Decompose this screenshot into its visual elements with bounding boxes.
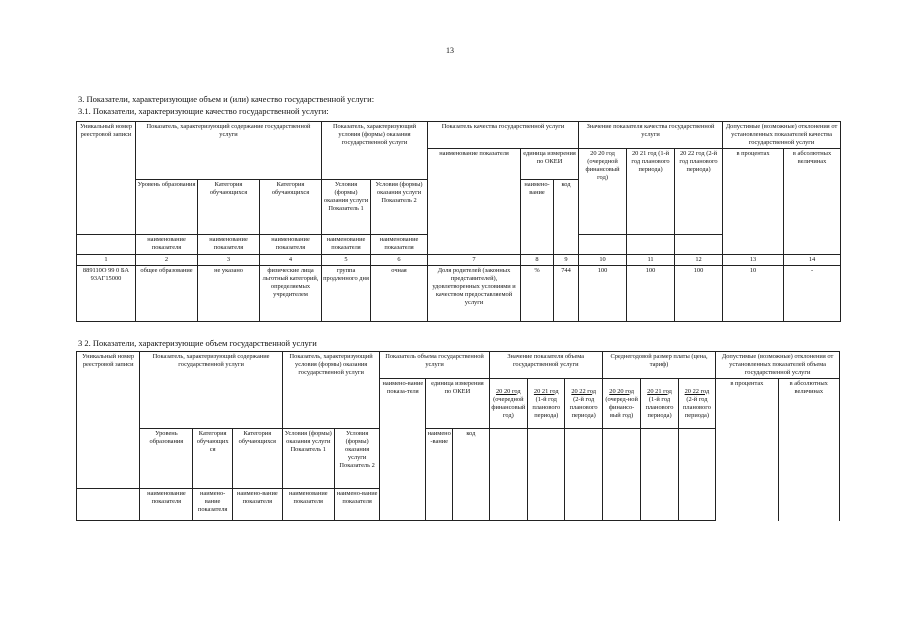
t2-header-condition-1: Условия (формы) оказания услуги Показатель 1 [282,429,334,489]
t1-header-percent: в процентах [723,149,784,255]
t1-indicator-name-5: наименование показателя [371,235,428,255]
page-number: 13 [446,46,454,55]
t2-header-unit: единица измерения по ОКЕИ [426,379,489,429]
t2-header-year-2: 20 21 год (1-й год планового периода) [528,379,565,429]
t1-unit-name: % [521,266,554,322]
t1-col-num: 1 [77,255,136,266]
t1-header-content: Показатель, характеризующий содержание государственной услуги [136,122,322,149]
t1-deviation-absolute: - [784,266,841,322]
t1-indicator-name-1: наименование показателя [136,235,198,255]
t1-header-absolute: в абсолютных величинах [784,149,841,255]
t2-header-price-3: 20 22 год (2-й год планового периода) [678,379,715,429]
volume-indicators-table [76,351,840,521]
t1-col-num: 12 [675,255,723,266]
t2-header-registry: Уникальный номер реестровой записи [77,352,140,489]
t1-header-registry: Уникальный номер реестровой записи [77,122,136,235]
t2-header-volume: Показатель объема государственной услуги [380,352,489,379]
t1-header-year-1: 20 20 год (очередной финансовый год) [579,149,627,235]
t1-category-1: не указано [198,266,260,322]
t1-value-1: 100 [579,266,627,322]
t1-header-year-3: 20 22 год (2-й год планового периода) [675,149,723,235]
t1-value-2: 100 [627,266,675,322]
t1-unit-code: 744 [554,266,579,322]
t1-col-num: 13 [723,255,784,266]
t1-col-num: 4 [260,255,322,266]
t1-col-num: 8 [521,255,554,266]
t1-column-numbers-row [77,255,841,266]
t1-header-deviation: Допустимые (возможные) отклонения от установленных показателей качества государственной услуги [723,122,841,149]
t2-header-unit-name: наимено-вание [426,429,453,521]
t1-col-num: 10 [579,255,627,266]
t2-header-deviation: Допустимые (возможные) отклонения от установленных показателей объема государственной услуги [716,352,840,379]
t1-indicator: Доля родителей (законных представителей), удовлетворенных условиями и качеством предоставляемой услуги [428,266,521,322]
t1-value-3: 100 [675,266,723,322]
t1-header-category-2: Категория обучающихся [260,180,322,235]
t1-category-2: физические лица льготный категорий, определяемых учредителем [260,266,322,322]
t1-indicator-name-4: наименование показателя [322,235,371,255]
quality-indicators-table [76,121,841,322]
t1-header-conditions: Показатель, характеризующий условия (формы) оказания государственной услуги [322,122,428,149]
t1-col-num: 14 [784,255,841,266]
t2-header-indicator-name: наимено-вание показа-теля [380,379,426,521]
t1-header-level: Уровень образования [136,180,198,235]
t1-header-condition-1: Условия (формы) оказания услуги Показатель 1 [322,180,371,235]
t1-condition-2: очная [371,266,428,322]
t1-header-unit-name: наимено-вание [521,180,554,255]
t1-indicator-name-2: наименование показателя [198,235,260,255]
t1-col-num: 11 [627,255,675,266]
t2-header-year-1: 20 20 год (очередной финансовый год) [489,379,527,429]
t1-col-num: 5 [322,255,371,266]
t1-header-unit: единица измерения по ОКЕИ [521,149,579,180]
t1-header-category-1: Категория обучающихся [198,180,260,235]
t1-col-num: 2 [136,255,198,266]
section-3-1-title: 3.1. Показатели, характеризующие качество государственной услуги: [78,106,329,116]
t1-condition-1: группа продленного дня [322,266,371,322]
t1-header-value: Значение показателя качества государственной услуги [579,122,723,149]
t2-header-percent: в процентах [716,379,778,521]
t2-header-category-2: Категория обучающихся [232,429,282,489]
t2-indicator-name-5: наимено-вание показателя [334,489,380,521]
t1-col-num: 9 [554,255,579,266]
t2-header-year-3: 20 22 год (2-й год планового периода) [565,379,602,429]
t2-header-category-1: Категория обучающих ся [193,429,232,489]
t1-header-condition-2: Условия (формы) оказания услуги Показатель 2 [371,180,428,235]
t2-header-absolute: в абсолютных величинах [778,379,839,521]
t1-col-num: 3 [198,255,260,266]
t1-registry-number: 889110О 99 0 БА 93АГ15000 [77,266,136,322]
t2-header-content: Показатель, характеризующий содержание государственной услуги [140,352,282,379]
t2-header-price-1: 20 20 год (очеред-ной финансо-вый год) [602,379,640,429]
t1-header-unit-code: код [554,180,579,255]
t2-indicator-name-4: наименование показателя [282,489,334,521]
t1-deviation-percent: 10 [723,266,784,322]
t2-header-level: Уровень образования [140,429,193,489]
t1-indicator-name-3: наименование показателя [260,235,322,255]
t1-header-quality: Показатель качества государственной услуги [428,122,579,149]
t1-col-num: 6 [371,255,428,266]
t1-data-row [77,266,841,322]
section-3-2-title: 3 2. Показатели, характеризующие объем государственной услуги [78,338,317,348]
t2-header-price: Среднегодовой размер платы (цена, тариф) [602,352,715,379]
t1-header-year-2: 20 21 год (1-й год планового периода) [627,149,675,235]
section-3-title: 3. Показатели, характеризующие объем и (или) качество государственной услуги: [78,94,375,104]
t2-header-volume-value: Значение показателя объема государственной услуги [489,352,602,379]
t1-header-indicator-name: наименование показателя [428,149,521,255]
t2-indicator-name-3: наимено-вание показателя [232,489,282,521]
t2-header-price-2: 20 21 год (1-й год планового периода) [641,379,678,429]
t2-indicator-name-2: наимено-вание показателя [193,489,232,521]
t2-header-unit-code: код [453,429,489,521]
t2-header-condition-2: Условия (формы) оказания услуги Показатель 2 [334,429,380,489]
t2-indicator-name-1: наименование показателя [140,489,193,521]
t2-header-conditions: Показатель, характеризующий условия (формы) оказания государственной услуги [282,352,380,379]
t1-level: общее образование [136,266,198,322]
t1-col-num: 7 [428,255,521,266]
